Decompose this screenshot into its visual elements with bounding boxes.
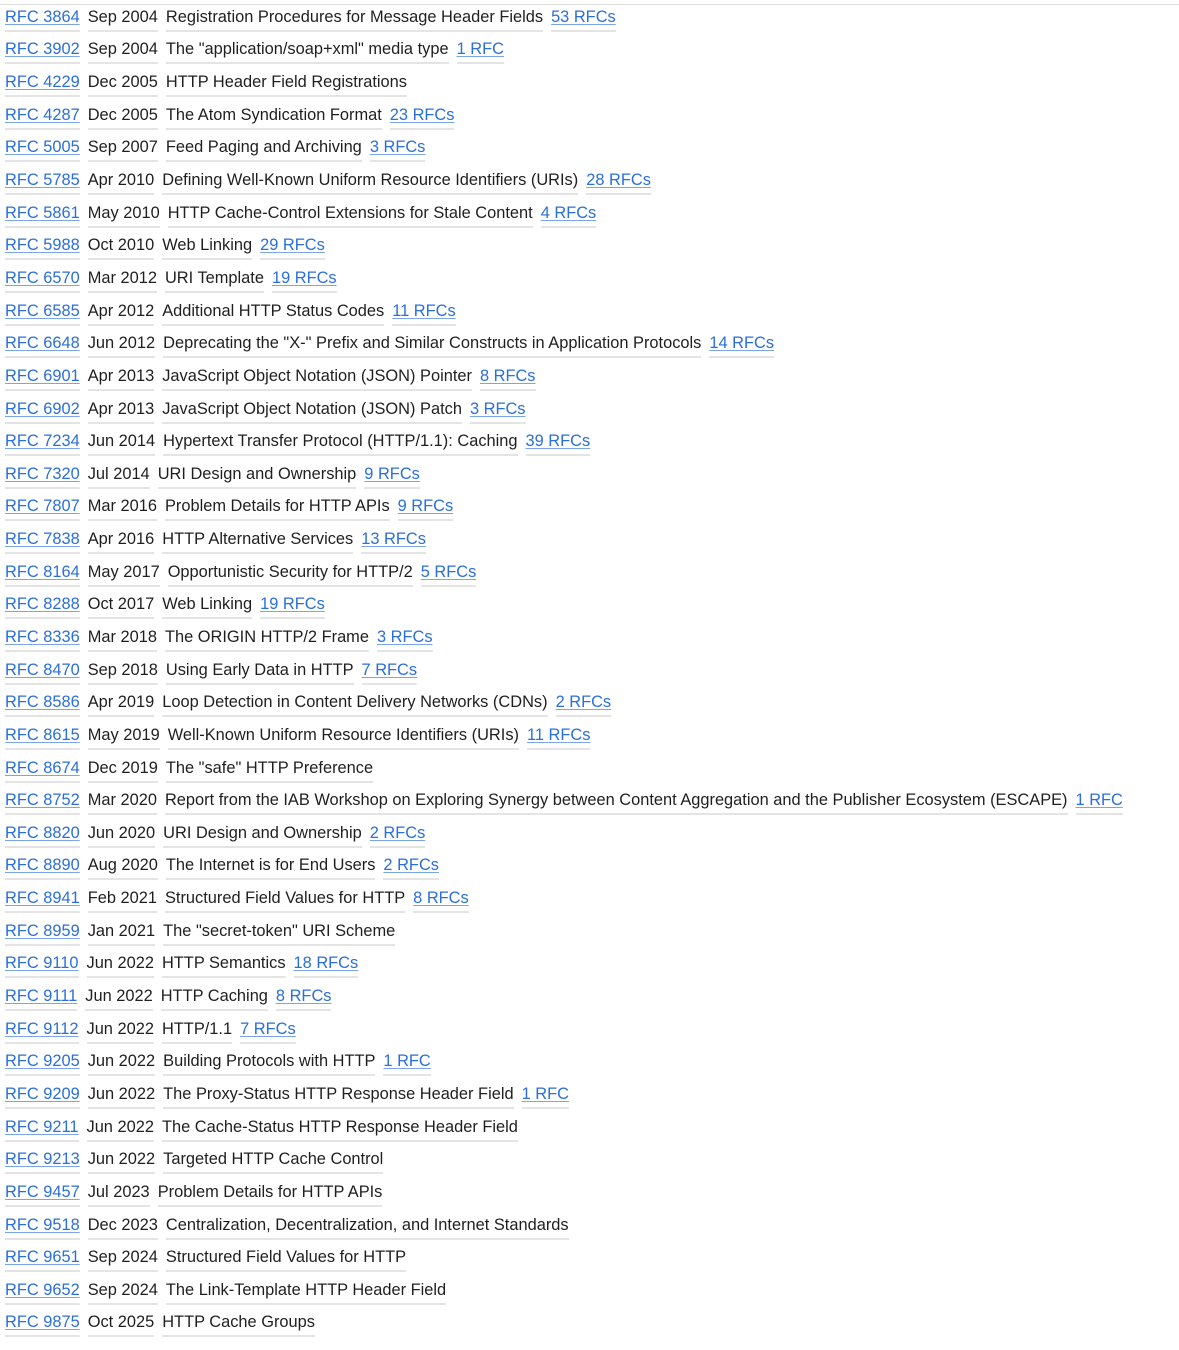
rfc-date: Oct 2010 <box>88 233 155 260</box>
rfc-date: Sep 2004 <box>88 37 158 64</box>
rfc-date: Jul 2023 <box>88 1180 150 1207</box>
citing-rfcs-link[interactable]: 8 RFCs <box>480 364 536 391</box>
rfc-number-link[interactable]: RFC 7234 <box>5 429 80 456</box>
list-item <box>5 687 1131 720</box>
rfc-number-link[interactable]: RFC 8164 <box>5 560 80 587</box>
rfc-title: URI Template <box>165 266 264 293</box>
rfc-date: May 2019 <box>88 723 160 750</box>
rfc-date: Mar 2016 <box>88 494 157 521</box>
rfc-number-link[interactable]: RFC 3864 <box>5 5 80 32</box>
rfc-title: Targeted HTTP Cache Control <box>163 1147 383 1174</box>
list-item <box>5 328 1131 361</box>
rfc-number-link[interactable]: RFC 5785 <box>5 168 80 195</box>
rfc-date: Jun 2022 <box>85 984 152 1011</box>
rfc-number-link[interactable]: RFC 9211 <box>5 1115 79 1142</box>
rfc-date: Apr 2010 <box>88 168 155 195</box>
citing-rfcs-link[interactable]: 2 RFCs <box>370 821 426 848</box>
rfc-date: Jun 2022 <box>87 1017 154 1044</box>
rfc-date: Aug 2020 <box>88 853 158 880</box>
rfc-number-link[interactable]: RFC 9110 <box>5 951 79 978</box>
rfc-date: Apr 2013 <box>88 397 155 424</box>
list-item <box>5 753 1131 786</box>
rfc-date: Apr 2012 <box>88 299 155 326</box>
citing-rfcs-link[interactable]: 23 RFCs <box>390 103 455 130</box>
citing-rfcs-link[interactable]: 9 RFCs <box>398 494 454 521</box>
rfc-date: Mar 2020 <box>88 788 157 815</box>
rfc-title: The "application/soap+xml" media type <box>166 37 449 64</box>
citing-rfcs-link[interactable]: 8 RFCs <box>413 886 469 913</box>
list-item <box>5 1275 1131 1308</box>
citing-rfcs-link[interactable]: 29 RFCs <box>260 233 325 260</box>
rfc-date: Mar 2012 <box>88 266 157 293</box>
list-item <box>5 981 1131 1014</box>
citing-rfcs-link[interactable]: 39 RFCs <box>526 429 591 456</box>
rfc-title: HTTP Header Field Registrations <box>166 70 407 97</box>
rfc-title: Loop Detection in Content Delivery Networks (CDNs) <box>162 690 547 717</box>
rfc-date: Sep 2007 <box>88 135 158 162</box>
citing-rfcs-link[interactable]: 19 RFCs <box>272 266 337 293</box>
rfc-number-link[interactable]: RFC 9457 <box>5 1180 80 1207</box>
rfc-number-link[interactable]: RFC 8890 <box>5 853 80 880</box>
rfc-date: May 2010 <box>88 201 160 228</box>
rfc-date: Jun 2012 <box>88 331 155 358</box>
rfc-title: Web Linking <box>162 233 252 260</box>
rfc-title: HTTP Cache Groups <box>162 1310 315 1337</box>
rfc-number-link[interactable]: RFC 8959 <box>5 919 80 946</box>
list-item <box>5 916 1131 949</box>
rfc-list <box>5 2 1131 1340</box>
list-item <box>5 818 1131 851</box>
rfc-title: URI Design and Ownership <box>158 462 357 489</box>
rfc-number-link[interactable]: RFC 9875 <box>5 1310 80 1337</box>
rfc-number-link[interactable]: RFC 8674 <box>5 756 80 783</box>
rfc-title: URI Design and Ownership <box>163 821 362 848</box>
list-item <box>5 198 1131 231</box>
rfc-number-link[interactable]: RFC 6585 <box>5 299 80 326</box>
rfc-number-link[interactable]: RFC 3902 <box>5 37 80 64</box>
citing-rfcs-link[interactable]: 5 RFCs <box>421 560 477 587</box>
list-item <box>5 1144 1131 1177</box>
rfc-number-link[interactable]: RFC 6902 <box>5 397 80 424</box>
list-item <box>5 459 1131 492</box>
rfc-date: Jun 2022 <box>87 1115 154 1142</box>
list-item <box>5 949 1131 982</box>
list-item <box>5 426 1131 459</box>
list-item <box>5 1047 1131 1080</box>
rfc-number-link[interactable]: RFC 8615 <box>5 723 80 750</box>
list-item <box>5 133 1131 166</box>
rfc-date: Sep 2024 <box>88 1278 158 1305</box>
list-item <box>5 1308 1131 1341</box>
rfc-date: Dec 2019 <box>88 756 158 783</box>
rfc-title: Problem Details for HTTP APIs <box>165 494 390 521</box>
list-item <box>5 230 1131 263</box>
rfc-date: Jul 2014 <box>88 462 150 489</box>
list-item <box>5 785 1131 818</box>
list-item <box>5 1210 1131 1243</box>
rfc-title: HTTP Cache-Control Extensions for Stale Content <box>168 201 533 228</box>
list-item <box>5 35 1131 68</box>
list-item <box>5 622 1131 655</box>
citing-rfcs-link[interactable]: 7 RFCs <box>362 658 418 685</box>
citing-rfcs-link[interactable]: 3 RFCs <box>370 135 426 162</box>
citing-rfcs-link[interactable]: 19 RFCs <box>260 592 325 619</box>
list-item <box>5 590 1131 623</box>
rfc-date: May 2017 <box>88 560 160 587</box>
citing-rfcs-link[interactable]: 1 RFC <box>457 37 504 64</box>
rfc-title: Centralization, Decentralization, and Internet Standards <box>166 1213 569 1240</box>
list-item <box>5 1112 1131 1145</box>
rfc-title: The Link-Template HTTP Header Field <box>166 1278 446 1305</box>
rfc-title: Deprecating the "X-" Prefix and Similar Constructs in Application Protocols <box>163 331 701 358</box>
rfc-title: HTTP Semantics <box>162 951 286 978</box>
list-item <box>5 100 1131 133</box>
citing-rfcs-link[interactable]: 14 RFCs <box>709 331 774 358</box>
rfc-title: The "safe" HTTP Preference <box>166 756 373 783</box>
rfc-title: Registration Procedures for Message Header Fields <box>166 5 543 32</box>
list-item <box>5 1014 1131 1047</box>
citing-rfcs-link[interactable]: 7 RFCs <box>240 1017 296 1044</box>
rfc-number-link[interactable]: RFC 7838 <box>5 527 80 554</box>
rfc-number-link[interactable]: RFC 9651 <box>5 1245 80 1272</box>
rfc-number-link[interactable]: RFC 8288 <box>5 592 80 619</box>
rfc-date: Jun 2022 <box>87 951 154 978</box>
rfc-number-link[interactable]: RFC 8820 <box>5 821 80 848</box>
rfc-date: Oct 2025 <box>88 1310 155 1337</box>
rfc-date: Dec 2005 <box>88 70 158 97</box>
rfc-date: Apr 2013 <box>88 364 155 391</box>
rfc-title: Using Early Data in HTTP <box>166 658 354 685</box>
rfc-date: Sep 2004 <box>88 5 158 32</box>
list-item <box>5 524 1131 557</box>
citing-rfcs-link[interactable]: 2 RFCs <box>383 853 439 880</box>
rfc-title: The Proxy-Status HTTP Response Header Field <box>163 1082 513 1109</box>
list-item <box>5 296 1131 329</box>
rfc-title: The "secret-token" URI Scheme <box>163 919 395 946</box>
rfc-title: Additional HTTP Status Codes <box>162 299 384 326</box>
rfc-title: Building Protocols with HTTP <box>163 1049 375 1076</box>
list-item <box>5 720 1131 753</box>
rfc-title: The Internet is for End Users <box>166 853 376 880</box>
rfc-date: Sep 2018 <box>88 658 158 685</box>
citing-rfcs-link[interactable]: 11 RFCs <box>527 723 590 750</box>
list-item <box>5 557 1131 590</box>
rfc-title: HTTP Caching <box>161 984 268 1011</box>
rfc-date: Jun 2022 <box>88 1147 155 1174</box>
rfc-number-link[interactable]: RFC 9209 <box>5 1082 80 1109</box>
rfc-date: Jun 2022 <box>88 1049 155 1076</box>
rfc-number-link[interactable]: RFC 9518 <box>5 1213 80 1240</box>
rfc-number-link[interactable]: RFC 4229 <box>5 70 80 97</box>
list-item <box>5 492 1131 525</box>
list-item <box>5 883 1131 916</box>
rfc-title: JavaScript Object Notation (JSON) Patch <box>162 397 462 424</box>
rfc-number-link[interactable]: RFC 6570 <box>5 266 80 293</box>
rfc-title: Problem Details for HTTP APIs <box>158 1180 383 1207</box>
rfc-title: Structured Field Values for HTTP <box>165 886 405 913</box>
rfc-number-link[interactable]: RFC 9652 <box>5 1278 80 1305</box>
rfc-number-link[interactable]: RFC 8470 <box>5 658 80 685</box>
rfc-number-link[interactable]: RFC 8941 <box>5 886 80 913</box>
rfc-title: Defining Well-Known Uniform Resource Identifiers (URIs) <box>162 168 578 195</box>
rfc-title: Report from the IAB Workshop on Exploring Synergy between Content Aggregation and the Publisher Ecosystem (ESCAPE) <box>165 788 1068 815</box>
citing-rfcs-link[interactable]: 18 RFCs <box>294 951 359 978</box>
rfc-date: Jan 2021 <box>88 919 155 946</box>
rfc-number-link[interactable]: RFC 8586 <box>5 690 80 717</box>
rfc-date: Jun 2022 <box>88 1082 155 1109</box>
citing-rfcs-link[interactable]: 28 RFCs <box>586 168 651 195</box>
citing-rfcs-link[interactable]: 1 RFC <box>383 1049 430 1076</box>
citing-rfcs-link[interactable]: 3 RFCs <box>470 397 526 424</box>
list-item <box>5 361 1131 394</box>
list-item <box>5 165 1131 198</box>
rfc-title: JavaScript Object Notation (JSON) Pointer <box>162 364 472 391</box>
citing-rfcs-link[interactable]: 8 RFCs <box>276 984 332 1011</box>
rfc-title: Feed Paging and Archiving <box>166 135 362 162</box>
rfc-title: Opportunistic Security for HTTP/2 <box>168 560 413 587</box>
citing-rfcs-link[interactable]: 2 RFCs <box>556 690 612 717</box>
citing-rfcs-link[interactable]: 4 RFCs <box>541 201 597 228</box>
rfc-date: Dec 2023 <box>88 1213 158 1240</box>
rfc-title: The Atom Syndication Format <box>166 103 382 130</box>
list-item <box>5 1079 1131 1112</box>
list-item <box>5 67 1131 100</box>
rfc-number-link[interactable]: RFC 9111 <box>5 984 77 1011</box>
rfc-number-link[interactable]: RFC 5861 <box>5 201 80 228</box>
rfc-title: The ORIGIN HTTP/2 Frame <box>165 625 369 652</box>
rfc-date: Feb 2021 <box>88 886 157 913</box>
rfc-title: Structured Field Values for HTTP <box>166 1245 406 1272</box>
rfc-number-link[interactable]: RFC 7320 <box>5 462 80 489</box>
rfc-number-link[interactable]: RFC 7807 <box>5 494 80 521</box>
list-item <box>5 2 1131 35</box>
list-item <box>5 1242 1131 1275</box>
rfc-date: Mar 2018 <box>88 625 157 652</box>
citing-rfcs-link[interactable]: 1 RFC <box>1076 788 1123 815</box>
list-item <box>5 851 1131 884</box>
rfc-number-link[interactable]: RFC 9213 <box>5 1147 80 1174</box>
citing-rfcs-link[interactable]: 53 RFCs <box>551 5 616 32</box>
rfc-date: Dec 2005 <box>88 103 158 130</box>
rfc-title: Hypertext Transfer Protocol (HTTP/1.1): Caching <box>163 429 517 456</box>
citing-rfcs-link[interactable]: 3 RFCs <box>377 625 433 652</box>
rfc-number-link[interactable]: RFC 6648 <box>5 331 80 358</box>
rfc-number-link[interactable]: RFC 6901 <box>5 364 80 391</box>
rfc-title: The Cache-Status HTTP Response Header Field <box>162 1115 518 1142</box>
list-item <box>5 394 1131 427</box>
rfc-title: HTTP/1.1 <box>162 1017 232 1044</box>
rfc-title: Well-Known Uniform Resource Identifiers (URIs) <box>168 723 519 750</box>
rfc-date: Apr 2016 <box>88 527 155 554</box>
citing-rfcs-link[interactable]: 1 RFC <box>522 1082 569 1109</box>
rfc-number-link[interactable]: RFC 5005 <box>5 135 80 162</box>
citing-rfcs-link[interactable]: 11 RFCs <box>392 299 455 326</box>
rfc-date: Jun 2014 <box>88 429 155 456</box>
rfc-number-link[interactable]: RFC 9205 <box>5 1049 80 1076</box>
list-item <box>5 655 1131 688</box>
list-item <box>5 1177 1131 1210</box>
rfc-number-link[interactable]: RFC 8752 <box>5 788 80 815</box>
rfc-date: Jun 2020 <box>88 821 155 848</box>
rfc-date: Sep 2024 <box>88 1245 158 1272</box>
rfc-title: HTTP Alternative Services <box>162 527 353 554</box>
rfc-date: Apr 2019 <box>88 690 155 717</box>
rfc-number-link[interactable]: RFC 4287 <box>5 103 80 130</box>
rfc-number-link[interactable]: RFC 9112 <box>5 1017 79 1044</box>
citing-rfcs-link[interactable]: 13 RFCs <box>361 527 426 554</box>
rfc-number-link[interactable]: RFC 8336 <box>5 625 80 652</box>
list-item <box>5 263 1131 296</box>
citing-rfcs-link[interactable]: 9 RFCs <box>364 462 420 489</box>
rfc-title: Web Linking <box>162 592 252 619</box>
rfc-number-link[interactable]: RFC 5988 <box>5 233 80 260</box>
rfc-date: Oct 2017 <box>88 592 155 619</box>
